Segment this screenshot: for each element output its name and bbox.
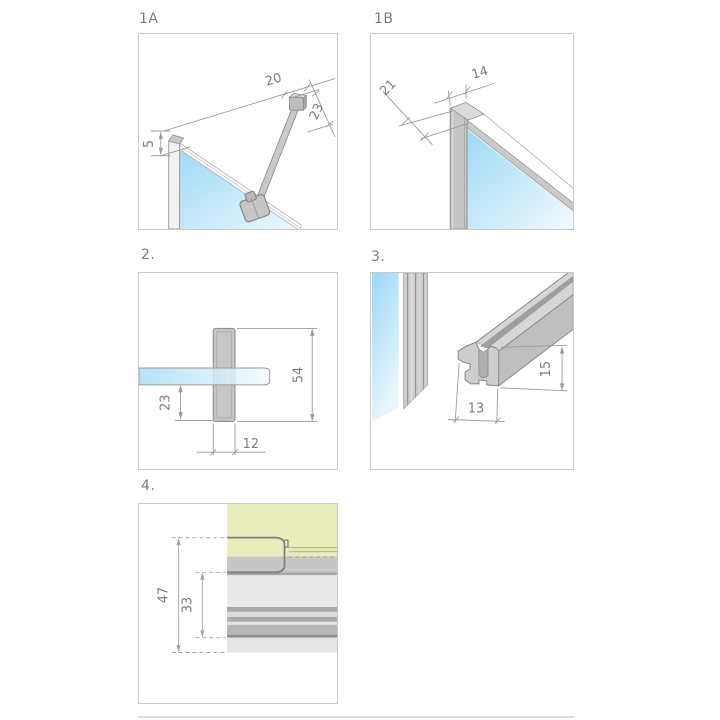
- panel-1b: [370, 33, 574, 230]
- glass-panel: [139, 368, 270, 385]
- dimension-lines: [172, 538, 226, 653]
- panel-1a-drawing: [139, 34, 337, 229]
- panel-1b-label: 1B: [374, 11, 394, 27]
- dimension-lines: [175, 328, 318, 455]
- dim-label-47: 47: [156, 586, 172, 604]
- glass-panel: [372, 273, 399, 421]
- wall-section: [227, 504, 337, 653]
- dim-label-5: 5: [141, 139, 157, 148]
- panel-1a: [138, 33, 338, 230]
- panel-3-drawing: [371, 273, 573, 469]
- dim-label-12: 12: [242, 437, 260, 453]
- dim-label-23: 23: [306, 101, 328, 123]
- panel-4: [138, 503, 338, 704]
- panel-1b-drawing: [371, 34, 573, 229]
- panel-3: [370, 272, 574, 470]
- dim-label-14: 14: [470, 63, 490, 83]
- wall-profile: [169, 141, 180, 229]
- dim-label-23: 23: [158, 394, 174, 411]
- wall-profile-strip: [404, 273, 428, 409]
- panel-1a-label: 1A: [139, 11, 159, 27]
- panel-2-label: 2.: [141, 247, 156, 263]
- dim-label-21: 21: [377, 76, 400, 100]
- dim-label-15: 15: [539, 360, 555, 378]
- dim-label-33: 33: [180, 596, 196, 614]
- cropped-panel-edge: [138, 716, 575, 718]
- panel-3-label: 3.: [371, 249, 386, 265]
- dim-label-54: 54: [291, 366, 307, 384]
- profile-cross-section: [458, 342, 499, 386]
- profile-glass-slot: [479, 349, 488, 378]
- dim-label-13: 13: [467, 401, 485, 417]
- dim-label-20: 20: [263, 70, 284, 90]
- panel-2: [138, 272, 338, 470]
- panel-4-drawing: [139, 504, 337, 703]
- panel-4-label: 4.: [141, 478, 156, 494]
- support-bar: [257, 107, 299, 200]
- panel-2-drawing: [139, 273, 337, 469]
- bottom-profile: [458, 273, 573, 386]
